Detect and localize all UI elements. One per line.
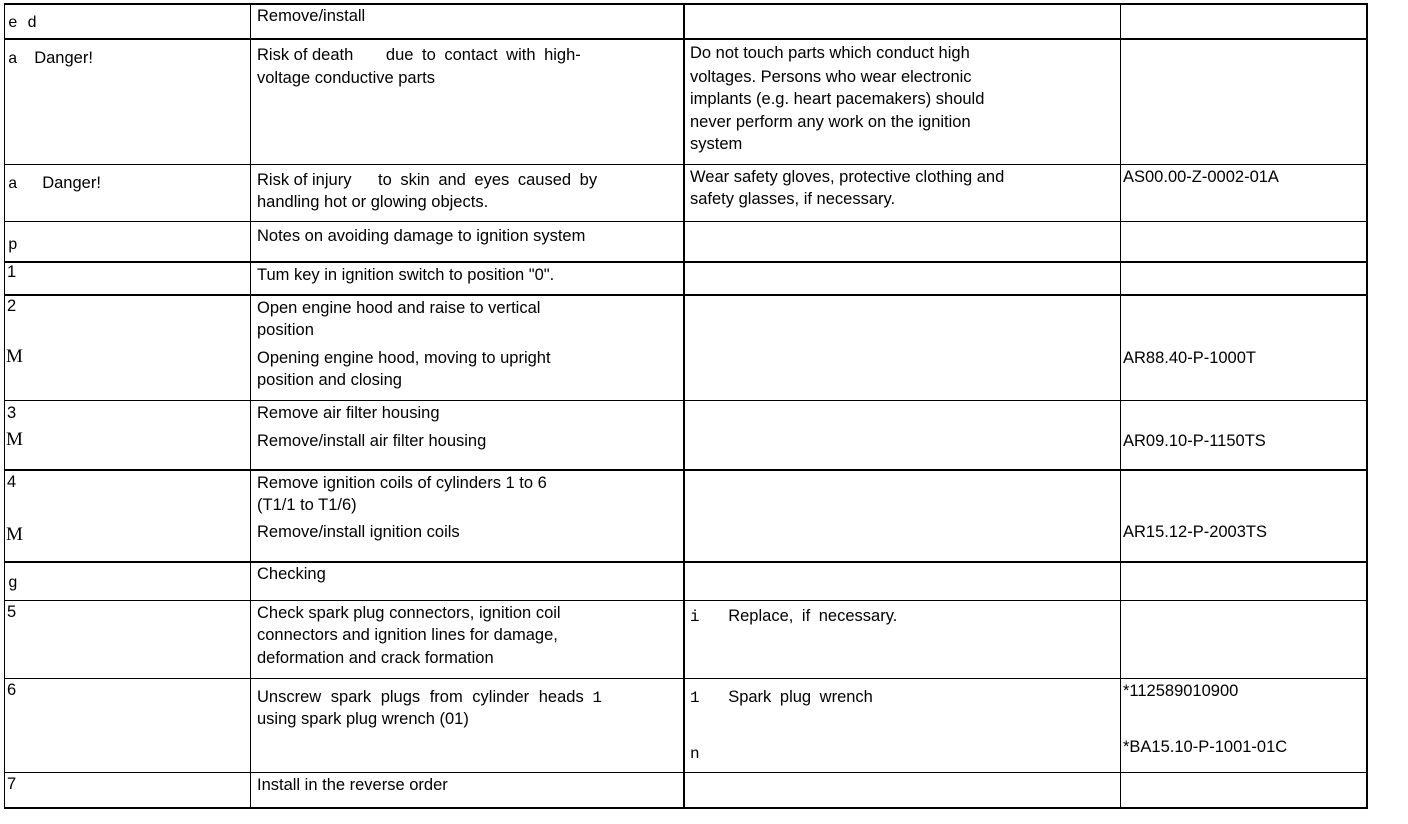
table-rule <box>4 772 1367 773</box>
step-7-text: Install in the reverse order <box>257 776 448 794</box>
table-rule <box>4 807 1367 809</box>
table-rule <box>4 3 1367 5</box>
note-icon: p <box>8 236 18 254</box>
step-2-text-line: position <box>257 321 314 339</box>
table-rule <box>4 678 1367 679</box>
step-number: 7 <box>7 775 17 793</box>
step-2-subtext-line: Opening engine hood, moving to upright <box>257 349 551 367</box>
danger-label: Danger! <box>42 174 101 192</box>
step-5-note-text: Replace, if necessary. <box>728 607 898 625</box>
table-rule <box>683 3 685 809</box>
step-4-text-line: (T1/1 to T1/6) <box>257 496 357 514</box>
note-text: Notes on avoiding damage to ignition system <box>257 227 586 245</box>
table-rule <box>4 3 5 809</box>
table-rule <box>4 294 1367 296</box>
table-rule <box>4 261 1367 263</box>
header-symbols: e d <box>8 14 37 32</box>
table-rule <box>1120 3 1121 809</box>
info-icon: i <box>690 608 700 626</box>
danger-2-measure-line: Wear safety gloves, protective clothing and <box>690 168 1005 186</box>
danger-2-measure-line: safety glasses, if necessary. <box>690 190 896 208</box>
step-4-text-line: Remove ignition coils of cylinders 1 to 6 <box>257 474 547 492</box>
step-number: 4 <box>7 473 17 491</box>
manual-reference-icon: M <box>6 429 23 450</box>
step-6-text-b: using spark plug wrench (01) <box>257 710 469 728</box>
danger-1-measure-line: never perform any work on the ignition <box>690 113 971 131</box>
step-6-part-number[interactable]: *112589010900 <box>1123 682 1239 700</box>
step-number: 3 <box>7 404 17 422</box>
step-6-tool-name: Spark plug wrench <box>728 688 873 706</box>
danger-row-1 <box>8 47 93 71</box>
table-rule <box>4 38 1367 40</box>
header-title: Remove/install <box>257 7 366 25</box>
warning-icon: a <box>8 50 18 68</box>
table-rule <box>4 469 1367 471</box>
step-6-tool-reference[interactable]: *BA15.10-P-1001-01C <box>1123 738 1288 756</box>
warning-icon: a <box>8 175 18 193</box>
step-6-tool <box>690 686 873 710</box>
step-2-subtext-line: position and closing <box>257 371 402 389</box>
step-number: 5 <box>7 603 17 621</box>
danger-2-risk-b: to skin and eyes caused by <box>378 171 598 189</box>
table-rule <box>4 561 1367 563</box>
table-rule <box>4 600 1367 601</box>
danger-row-2 <box>8 172 101 196</box>
danger-1-risk-b: due to contact with high- <box>385 46 581 64</box>
manual-reference-icon: M <box>6 524 23 545</box>
danger-1-risk-a: Risk of death <box>257 46 354 64</box>
step-number: 6 <box>7 681 17 699</box>
step-5-text-line: deformation and crack formation <box>257 649 494 667</box>
table-rule <box>1366 3 1368 809</box>
step-3-text: Remove air filter housing <box>257 404 440 422</box>
manual-reference-icon: M <box>6 346 23 367</box>
danger-1-measure-line: system <box>690 135 743 153</box>
step-number: 1 <box>7 263 17 281</box>
step-6-text-a: Unscrew spark plugs from cylinder heads <box>257 688 584 706</box>
tool-reference-icon: n <box>690 745 700 763</box>
checking-text: Checking <box>257 565 326 583</box>
step-number: 2 <box>7 297 17 315</box>
danger-label: Danger! <box>34 49 93 67</box>
table-rule <box>4 400 1367 401</box>
danger-2-reference[interactable]: AS00.00-Z-0002-01A <box>1123 168 1279 186</box>
tool-callout-icon: 1 <box>690 689 700 707</box>
danger-1-risk-c: voltage conductive parts <box>257 69 435 87</box>
danger-1-measure-line: voltages. Persons who wear electronic <box>690 68 972 86</box>
danger-1-risk <box>257 44 581 67</box>
step-3-subtext: Remove/install air filter housing <box>257 432 487 450</box>
danger-2-risk-c: handling hot or glowing objects. <box>257 193 489 211</box>
step-5-text-line: connectors and ignition lines for damage, <box>257 626 558 644</box>
step-3-reference[interactable]: AR09.10-P-1150TS <box>1123 432 1266 450</box>
checking-icon: g <box>8 574 18 592</box>
step-6-text <box>257 686 602 710</box>
danger-1-measure-line: implants (e.g. heart pacemakers) should <box>690 90 985 108</box>
step-1-text: Tum key in ignition switch to position "0". <box>257 266 555 284</box>
step-5-note <box>690 605 897 629</box>
step-4-subtext: Remove/install ignition coils <box>257 523 460 541</box>
step-2-reference[interactable]: AR88.40-P-1000T <box>1123 349 1256 367</box>
step-5-text-line: Check spark plug connectors, ignition coil <box>257 604 561 622</box>
table-rule <box>4 164 1367 165</box>
danger-1-measure-line: Do not touch parts which conduct high <box>690 44 970 62</box>
step-2-text-line: Open engine hood and raise to vertical <box>257 299 541 317</box>
danger-2-risk <box>257 169 597 192</box>
danger-2-risk-a: Risk of injury <box>257 171 352 189</box>
table-rule <box>250 3 251 809</box>
table-rule <box>4 221 1367 222</box>
component-callout-icon: 1 <box>592 689 602 707</box>
step-4-reference[interactable]: AR15.12-P-2003TS <box>1123 523 1267 541</box>
